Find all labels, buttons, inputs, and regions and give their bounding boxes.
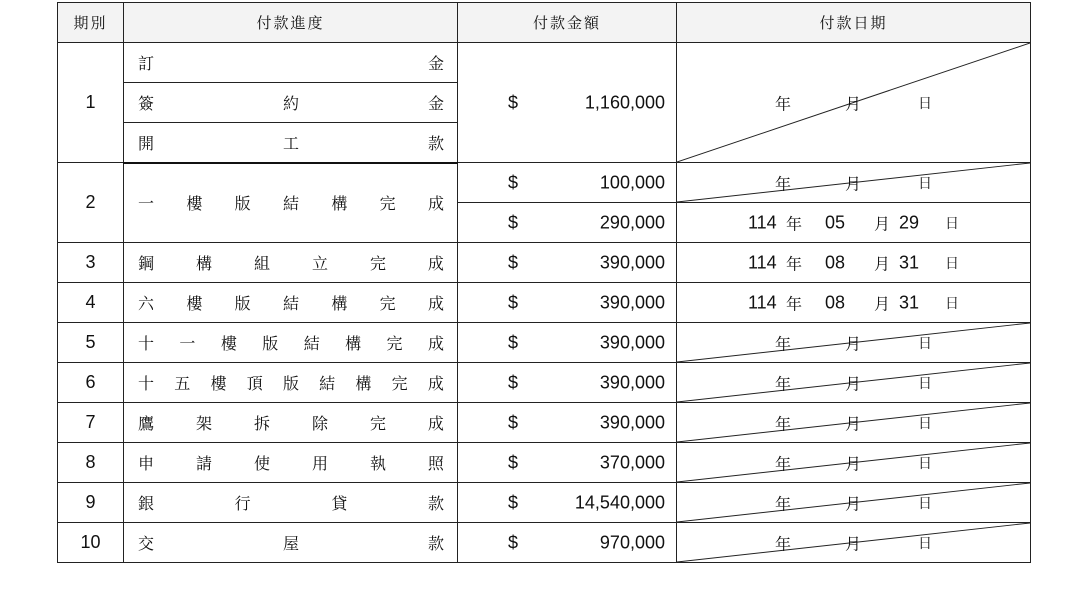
date-cell [677, 163, 1031, 203]
month-value: 05 [825, 212, 846, 232]
progress-cell [124, 83, 458, 123]
date-cell [677, 363, 1031, 403]
date-cell [677, 203, 1031, 243]
progress-char: 成 [427, 334, 444, 353]
month-label: 月 [874, 254, 891, 273]
progress-cell [124, 363, 458, 403]
progress-char: 樓 [186, 294, 203, 313]
day-label: 日 [918, 495, 932, 512]
month-label: 月 [845, 414, 862, 433]
year-label: 年 [775, 534, 792, 553]
amount-value: 390,000 [599, 252, 665, 272]
progress-char: 執 [369, 454, 386, 473]
progress-char: 五 [174, 374, 191, 393]
period-cell: 2 [58, 163, 124, 243]
progress-cell [124, 243, 458, 283]
amount-cell [458, 283, 677, 323]
progress-char: 版 [262, 334, 279, 353]
progress-char: 構 [195, 254, 212, 273]
currency-symbol: $ [508, 332, 519, 352]
table-row [58, 323, 1031, 363]
month-label: 月 [874, 214, 891, 233]
currency-symbol: $ [508, 452, 519, 472]
progress-char: 樓 [210, 374, 227, 393]
amount-cell [458, 363, 677, 403]
day-label: 日 [918, 455, 932, 472]
table-row [58, 363, 1031, 403]
amount-cell [458, 443, 677, 483]
period-cell: 5 [58, 323, 124, 363]
progress-char: 構 [355, 374, 372, 393]
progress-char: 鷹 [138, 414, 155, 433]
amount-cell [458, 323, 677, 363]
period-cell: 6 [58, 363, 124, 403]
month-label: 月 [845, 174, 862, 193]
progress-char: 銀 [138, 494, 155, 513]
date-cell [677, 483, 1031, 523]
progress-cell [124, 403, 458, 443]
progress-cell [124, 163, 458, 243]
amount-value: 390,000 [599, 292, 665, 312]
progress-char: 工 [282, 133, 299, 153]
payment-schedule-table [57, 2, 1031, 563]
day-value: 31 [899, 292, 920, 312]
year-label: 年 [786, 254, 803, 273]
progress-char: 款 [427, 534, 444, 553]
day-value: 31 [899, 252, 920, 272]
date-cell [677, 283, 1031, 323]
progress-char: 完 [391, 374, 408, 393]
progress-char: 十 [138, 334, 155, 353]
header-row [58, 3, 1031, 43]
progress-char: 申 [138, 454, 155, 473]
progress-char: 行 [234, 494, 251, 513]
month-label: 月 [845, 94, 862, 113]
amount-value: 390,000 [599, 412, 665, 432]
progress-cell [124, 523, 458, 563]
table-row [58, 443, 1031, 483]
date-cell [677, 323, 1031, 363]
currency-symbol: $ [508, 172, 519, 192]
progress-char: 架 [195, 414, 212, 433]
progress-char: 一 [179, 334, 196, 353]
amount-value: 390,000 [599, 372, 665, 392]
progress-char: 完 [379, 294, 396, 313]
progress-cell [124, 283, 458, 323]
month-label: 月 [874, 294, 891, 313]
year-label: 年 [786, 294, 803, 313]
year-label: 年 [775, 334, 792, 353]
progress-char: 屋 [282, 534, 299, 553]
year-label: 年 [775, 94, 792, 113]
day-label: 日 [918, 95, 932, 112]
amount-cell [458, 483, 677, 523]
month-label: 月 [845, 334, 862, 353]
month-label: 月 [845, 454, 862, 473]
day-value: 29 [899, 212, 920, 232]
day-label: 日 [918, 415, 932, 432]
currency-symbol: $ [508, 372, 519, 392]
period-cell: 1 [58, 43, 124, 163]
day-label: 日 [918, 375, 932, 392]
progress-char: 交 [138, 534, 155, 553]
progress-char: 成 [427, 254, 444, 273]
progress-char: 簽 [138, 94, 155, 113]
year-label: 年 [775, 374, 792, 393]
progress-char: 版 [282, 374, 299, 393]
progress-char: 結 [319, 374, 336, 393]
progress-char: 頂 [246, 374, 263, 393]
month-value: 08 [825, 252, 846, 272]
progress-char: 六 [138, 294, 155, 313]
progress-cell [124, 43, 458, 83]
progress-char: 金 [427, 54, 444, 73]
progress-char: 成 [427, 294, 444, 313]
amount-value: 370,000 [599, 452, 665, 472]
year-value: 114 [748, 252, 777, 272]
day-label: 日 [945, 215, 959, 232]
progress-char: 款 [427, 133, 444, 153]
progress-char: 除 [311, 414, 328, 433]
progress-char: 構 [331, 294, 348, 313]
progress-char: 使 [253, 454, 270, 473]
amount-value: 290,000 [599, 212, 665, 232]
month-label: 月 [845, 374, 862, 393]
period-cell: 10 [58, 523, 124, 563]
amount-cell [458, 163, 677, 203]
amount-cell [458, 243, 677, 283]
header-date: 付款日期 [677, 3, 1031, 43]
day-label: 日 [918, 535, 932, 552]
progress-char: 成 [427, 374, 444, 393]
currency-symbol: $ [508, 492, 519, 512]
progress-char: 完 [369, 254, 386, 273]
progress-char: 鋼 [138, 254, 155, 273]
day-label: 日 [918, 175, 932, 192]
header-progress: 付款進度 [124, 3, 458, 43]
header-amount: 付款金額 [458, 3, 677, 43]
year-label: 年 [786, 214, 803, 233]
table-row [58, 283, 1031, 323]
year-value: 114 [748, 292, 777, 312]
table-row [58, 43, 1031, 83]
period-cell: 3 [58, 243, 124, 283]
progress-cell [124, 483, 458, 523]
year-label: 年 [775, 414, 792, 433]
progress-char: 貸 [331, 494, 348, 513]
progress-char: 開 [138, 133, 155, 153]
amount-value: 100,000 [599, 172, 665, 192]
year-label: 年 [775, 174, 792, 193]
progress-char: 成 [427, 194, 444, 214]
progress-char: 樓 [220, 334, 237, 353]
header-period: 期別 [58, 3, 124, 43]
progress-cell [124, 443, 458, 483]
progress-char: 完 [369, 414, 386, 433]
progress-char: 拆 [253, 414, 270, 433]
progress-char: 一 [138, 194, 155, 214]
date-cell [677, 523, 1031, 563]
table-row [58, 403, 1031, 443]
period-cell: 4 [58, 283, 124, 323]
year-value: 114 [748, 212, 777, 232]
currency-symbol: $ [508, 92, 519, 112]
progress-cell [124, 123, 458, 163]
currency-symbol: $ [508, 292, 519, 312]
amount-value: 390,000 [599, 332, 665, 352]
progress-char: 版 [234, 194, 251, 214]
month-label: 月 [845, 534, 862, 553]
year-label: 年 [775, 454, 792, 473]
amount-cell [458, 523, 677, 563]
amount-cell [458, 403, 677, 443]
table-row [58, 163, 1031, 203]
progress-char: 約 [282, 94, 299, 113]
progress-char: 照 [427, 454, 444, 473]
month-value: 08 [825, 292, 846, 312]
progress-char: 款 [427, 494, 444, 513]
progress-char: 結 [282, 194, 299, 214]
day-label: 日 [918, 335, 932, 352]
progress-char: 用 [311, 454, 328, 473]
progress-cell [124, 323, 458, 363]
date-cell [677, 403, 1031, 443]
amount-cell [458, 43, 677, 163]
progress-char: 立 [311, 254, 328, 273]
progress-char: 版 [234, 294, 251, 313]
day-label: 日 [945, 295, 959, 312]
table-row [58, 483, 1031, 523]
progress-char: 樓 [186, 194, 203, 214]
period-cell: 8 [58, 443, 124, 483]
amount-value: 14,540,000 [574, 492, 665, 512]
progress-char: 十 [138, 374, 155, 393]
progress-char: 構 [331, 194, 348, 214]
progress-char: 金 [427, 94, 444, 113]
progress-char: 構 [345, 334, 362, 353]
progress-char: 訂 [138, 54, 155, 73]
progress-char: 完 [379, 194, 396, 214]
currency-symbol: $ [508, 532, 519, 552]
day-label: 日 [945, 255, 959, 272]
progress-char: 組 [253, 254, 270, 273]
month-label: 月 [845, 494, 862, 513]
progress-char: 結 [303, 334, 320, 353]
progress-char: 請 [195, 454, 212, 473]
period-cell: 7 [58, 403, 124, 443]
currency-symbol: $ [508, 252, 519, 272]
progress-char: 完 [386, 334, 403, 353]
progress-char: 成 [427, 414, 444, 433]
table-row [58, 523, 1031, 563]
date-cell [677, 443, 1031, 483]
amount-cell [458, 203, 677, 243]
currency-symbol: $ [508, 212, 519, 232]
table-row [58, 243, 1031, 283]
date-cell [677, 43, 1031, 163]
date-cell [677, 243, 1031, 283]
period-cell: 9 [58, 483, 124, 523]
currency-symbol: $ [508, 412, 519, 432]
progress-char: 結 [282, 294, 299, 313]
year-label: 年 [775, 494, 792, 513]
amount-value: 1,160,000 [584, 92, 665, 112]
amount-value: 970,000 [599, 532, 665, 552]
